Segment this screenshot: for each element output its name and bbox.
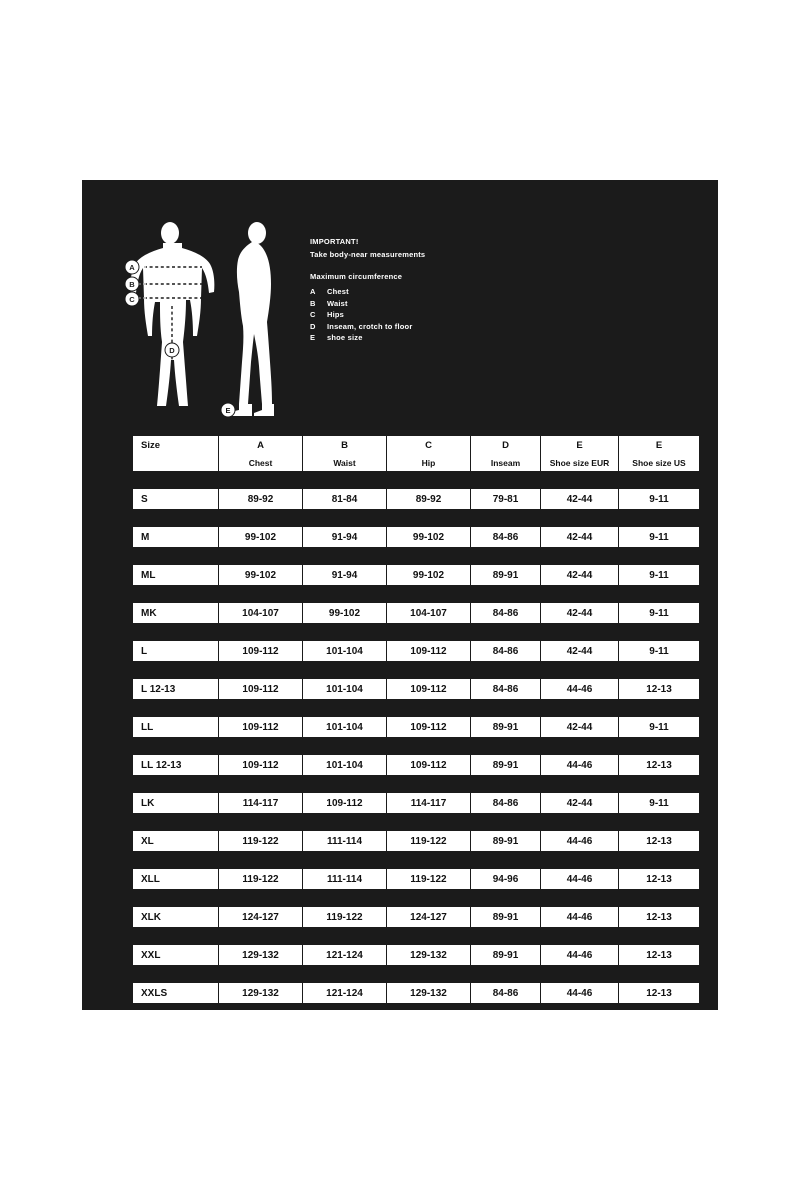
shoe-size-eur-value: 44-46: [541, 945, 619, 965]
table-row-spacer: [133, 661, 700, 679]
spacer-cell: [471, 851, 541, 869]
spacer-cell: [387, 927, 471, 945]
spacer-cell: [219, 927, 303, 945]
shoe-size-us-value: 9-11: [619, 527, 700, 547]
spacer-cell: [303, 547, 387, 565]
spacer-cell: [303, 471, 387, 489]
legend-key-a: A: [310, 286, 316, 296]
size-cell-value: M: [133, 527, 219, 547]
shoe-size-us-value: 12-13: [619, 869, 700, 889]
spacer-cell: [219, 889, 303, 907]
table-row: [133, 831, 700, 851]
hip-value: 129-132: [387, 983, 471, 1003]
shoe-size-eur-value: 42-44: [541, 565, 619, 585]
svg-text:B: B: [129, 280, 135, 289]
spacer-cell: [619, 813, 700, 831]
spacer-cell: [619, 965, 700, 983]
legend-label-a: Chest: [327, 286, 349, 296]
spacer-cell: [303, 813, 387, 831]
table-header-cell: E: [541, 436, 619, 454]
spacer-cell: [471, 889, 541, 907]
chest-value: 99-102: [219, 527, 303, 547]
spacer-cell: [619, 623, 700, 641]
size-cell-value: XLL: [133, 869, 219, 889]
spacer-cell: [471, 509, 541, 527]
table-row-spacer: [133, 737, 700, 755]
svg-text:A: A: [129, 263, 135, 272]
table-row-spacer: [133, 965, 700, 983]
spacer-cell: [471, 775, 541, 793]
spacer-cell: [133, 471, 219, 489]
table-subheader-cell: Shoe size US: [619, 454, 700, 471]
legend-key-c: C: [310, 310, 316, 320]
table-row: [133, 983, 700, 1003]
legend-item-a: [310, 286, 425, 298]
shoe-size-us-value: 12-13: [619, 679, 700, 699]
shoe-size-us-value: 9-11: [619, 793, 700, 813]
spacer-cell: [133, 585, 219, 603]
legend-label-c: Hips: [327, 310, 345, 320]
size-table-wrapper: [132, 436, 686, 1003]
measurement-legend: [310, 236, 425, 344]
chest-value: 104-107: [219, 603, 303, 623]
spacer-cell: [303, 661, 387, 679]
inseam-value: 84-86: [471, 641, 541, 661]
spacer-cell: [387, 547, 471, 565]
table-header-cell: B: [303, 436, 387, 454]
spacer-cell: [387, 471, 471, 489]
waist-value: 101-104: [303, 755, 387, 775]
table-row: [133, 489, 700, 509]
shoe-size-us-value: 12-13: [619, 907, 700, 927]
size-table: [132, 436, 700, 1003]
spacer-cell: [619, 851, 700, 869]
shoe-size-eur-value: 44-46: [541, 907, 619, 927]
chest-value: 119-122: [219, 869, 303, 889]
table-header-cell: D: [471, 436, 541, 454]
chest-value: 109-112: [219, 755, 303, 775]
shoe-size-us-value: 9-11: [619, 603, 700, 623]
table-row: [133, 717, 700, 737]
waist-value: 121-124: [303, 983, 387, 1003]
table-row-spacer: [133, 547, 700, 565]
spacer-cell: [541, 623, 619, 641]
table-row: [133, 527, 700, 547]
size-chart-panel: [82, 180, 718, 1010]
inseam-value: 89-91: [471, 907, 541, 927]
spacer-cell: [387, 623, 471, 641]
spacer-cell: [619, 737, 700, 755]
waist-value: 99-102: [303, 603, 387, 623]
inseam-value: 89-91: [471, 565, 541, 585]
table-header-cell: E: [619, 436, 700, 454]
waist-value: 111-114: [303, 869, 387, 889]
spacer-cell: [133, 889, 219, 907]
inseam-value: 94-96: [471, 869, 541, 889]
shoe-size-eur-value: 42-44: [541, 717, 619, 737]
spacer-cell: [471, 813, 541, 831]
spacer-cell: [219, 775, 303, 793]
body-diagram-svg: [122, 220, 312, 420]
size-cell-value: LL: [133, 717, 219, 737]
legend-heading: Maximum circumference: [310, 272, 403, 282]
chest-value: 129-132: [219, 945, 303, 965]
shoe-size-eur-value: 44-46: [541, 679, 619, 699]
legend-key-b: B: [310, 298, 316, 308]
spacer-cell: [541, 965, 619, 983]
table-row-spacer: [133, 471, 700, 489]
chest-value: 89-92: [219, 489, 303, 509]
waist-value: 81-84: [303, 489, 387, 509]
size-cell-value: L: [133, 641, 219, 661]
shoe-size-us-value: 9-11: [619, 717, 700, 737]
spacer-cell: [387, 737, 471, 755]
waist-value: 91-94: [303, 527, 387, 547]
waist-value: 111-114: [303, 831, 387, 851]
spacer-cell: [219, 851, 303, 869]
inseam-value: 89-91: [471, 755, 541, 775]
legend-label-e: shoe size: [327, 333, 363, 343]
marker-a: [125, 260, 139, 274]
spacer-cell: [387, 813, 471, 831]
waist-value: 91-94: [303, 565, 387, 585]
spacer-cell: [219, 585, 303, 603]
legend-subtitle: Take body-near measurements: [310, 249, 426, 259]
spacer-cell: [219, 965, 303, 983]
hip-value: 129-132: [387, 945, 471, 965]
spacer-cell: [303, 775, 387, 793]
spacer-cell: [619, 775, 700, 793]
spacer-cell: [541, 889, 619, 907]
spacer-cell: [541, 547, 619, 565]
shoe-size-eur-value: 44-46: [541, 831, 619, 851]
spacer-cell: [471, 661, 541, 679]
spacer-cell: [303, 737, 387, 755]
hip-value: 109-112: [387, 755, 471, 775]
spacer-cell: [133, 661, 219, 679]
shoe-size-eur-value: 42-44: [541, 603, 619, 623]
spacer-cell: [619, 547, 700, 565]
size-cell-value: XXL: [133, 945, 219, 965]
chest-value: 124-127: [219, 907, 303, 927]
table-row: [133, 945, 700, 965]
table-row: [133, 565, 700, 585]
table-header-cell: C: [387, 436, 471, 454]
size-cell-value: L 12-13: [133, 679, 219, 699]
spacer-cell: [219, 661, 303, 679]
table-subheader-cell: [133, 454, 219, 471]
table-row: [133, 679, 700, 699]
figure-and-legend-area: [82, 180, 718, 435]
spacer-cell: [219, 737, 303, 755]
shoe-size-us-value: 12-13: [619, 983, 700, 1003]
legend-key-d: D: [310, 321, 316, 331]
spacer-cell: [619, 585, 700, 603]
spacer-cell: [133, 699, 219, 717]
spacer-cell: [541, 471, 619, 489]
inseam-value: 79-81: [471, 489, 541, 509]
spacer-cell: [471, 585, 541, 603]
spacer-cell: [387, 965, 471, 983]
spacer-cell: [471, 737, 541, 755]
legend-key-e: E: [310, 333, 316, 343]
chest-value: 114-117: [219, 793, 303, 813]
spacer-cell: [303, 965, 387, 983]
hip-value: 124-127: [387, 907, 471, 927]
hip-value: 104-107: [387, 603, 471, 623]
spacer-cell: [541, 585, 619, 603]
hip-value: 114-117: [387, 793, 471, 813]
spacer-cell: [303, 927, 387, 945]
chest-value: 109-112: [219, 717, 303, 737]
hip-value: 119-122: [387, 869, 471, 889]
table-row: [133, 641, 700, 661]
table-header-cell: A: [219, 436, 303, 454]
chest-value: 109-112: [219, 641, 303, 661]
size-cell-value: MK: [133, 603, 219, 623]
chest-value: 99-102: [219, 565, 303, 585]
spacer-cell: [303, 851, 387, 869]
spacer-cell: [303, 585, 387, 603]
table-row: [133, 793, 700, 813]
spacer-cell: [219, 699, 303, 717]
inseam-value: 89-91: [471, 717, 541, 737]
hip-value: 119-122: [387, 831, 471, 851]
spacer-cell: [471, 965, 541, 983]
spacer-cell: [133, 737, 219, 755]
table-header-row-letters: [133, 436, 700, 454]
spacer-cell: [219, 471, 303, 489]
spacer-cell: [541, 509, 619, 527]
size-cell-value: LK: [133, 793, 219, 813]
spacer-cell: [219, 623, 303, 641]
spacer-cell: [387, 661, 471, 679]
spacer-cell: [387, 699, 471, 717]
waist-value: 109-112: [303, 793, 387, 813]
table-row-spacer: [133, 585, 700, 603]
spacer-cell: [541, 661, 619, 679]
spacer-cell: [387, 851, 471, 869]
table-row: [133, 907, 700, 927]
table-row-spacer: [133, 813, 700, 831]
waist-value: 121-124: [303, 945, 387, 965]
legend-item-c: [310, 309, 425, 321]
hip-value: 99-102: [387, 527, 471, 547]
shoe-size-eur-value: 42-44: [541, 489, 619, 509]
shoe-size-eur-value: 44-46: [541, 869, 619, 889]
size-cell-value: XXLS: [133, 983, 219, 1003]
svg-text:C: C: [129, 295, 135, 304]
hip-value: 109-112: [387, 679, 471, 699]
spacer-cell: [303, 699, 387, 717]
table-row: [133, 869, 700, 889]
spacer-cell: [133, 775, 219, 793]
shoe-size-eur-value: 42-44: [541, 793, 619, 813]
spacer-cell: [303, 889, 387, 907]
shoe-size-us-value: 12-13: [619, 831, 700, 851]
size-cell-value: LL 12-13: [133, 755, 219, 775]
spacer-cell: [133, 927, 219, 945]
table-subheader-cell: Hip: [387, 454, 471, 471]
shoe-size-eur-value: 42-44: [541, 641, 619, 661]
marker-d: [165, 343, 179, 357]
spacer-cell: [541, 737, 619, 755]
inseam-value: 84-86: [471, 983, 541, 1003]
chest-value: 129-132: [219, 983, 303, 1003]
spacer-cell: [471, 927, 541, 945]
spacer-cell: [133, 965, 219, 983]
spacer-cell: [619, 699, 700, 717]
hip-value: 109-112: [387, 717, 471, 737]
shoe-size-eur-value: 44-46: [541, 983, 619, 1003]
table-row: [133, 755, 700, 775]
shoe-size-eur-value: 42-44: [541, 527, 619, 547]
spacer-cell: [619, 889, 700, 907]
table-header-row-names: [133, 454, 700, 471]
table-subheader-cell: Shoe size EUR: [541, 454, 619, 471]
spacer-cell: [471, 471, 541, 489]
shoe-size-us-value: 9-11: [619, 489, 700, 509]
shoe-size-us-value: 12-13: [619, 755, 700, 775]
hip-value: 99-102: [387, 565, 471, 585]
size-cell-value: XLK: [133, 907, 219, 927]
hip-value: 89-92: [387, 489, 471, 509]
spacer-cell: [541, 927, 619, 945]
table-row-spacer: [133, 851, 700, 869]
spacer-cell: [619, 927, 700, 945]
legend-item-e: [310, 332, 425, 344]
spacer-cell: [541, 775, 619, 793]
shoe-size-us-value: 9-11: [619, 641, 700, 661]
table-row-spacer: [133, 699, 700, 717]
spacer-cell: [471, 623, 541, 641]
body-measurement-diagram: [122, 220, 312, 420]
spacer-cell: [541, 699, 619, 717]
spacer-cell: [387, 889, 471, 907]
spacer-cell: [387, 509, 471, 527]
legend-title: IMPORTANT!: [310, 237, 359, 246]
spacer-cell: [619, 509, 700, 527]
spacer-cell: [387, 775, 471, 793]
size-cell-value: S: [133, 489, 219, 509]
inseam-value: 84-86: [471, 793, 541, 813]
table-row-spacer: [133, 889, 700, 907]
spacer-cell: [133, 813, 219, 831]
marker-b: [125, 277, 139, 291]
svg-text:E: E: [225, 406, 231, 415]
spacer-cell: [219, 813, 303, 831]
table-row-spacer: [133, 927, 700, 945]
hip-value: 109-112: [387, 641, 471, 661]
spacer-cell: [619, 471, 700, 489]
shoe-size-eur-value: 44-46: [541, 755, 619, 775]
legend-item-b: [310, 298, 425, 310]
spacer-cell: [619, 661, 700, 679]
table-row-spacer: [133, 623, 700, 641]
chest-value: 119-122: [219, 831, 303, 851]
table-subheader-cell: Waist: [303, 454, 387, 471]
spacer-cell: [133, 509, 219, 527]
spacer-cell: [133, 851, 219, 869]
spacer-cell: [471, 547, 541, 565]
marker-c: [125, 292, 139, 306]
inseam-value: 89-91: [471, 831, 541, 851]
table-row-spacer: [133, 775, 700, 793]
spacer-cell: [303, 509, 387, 527]
spacer-cell: [133, 623, 219, 641]
spacer-cell: [387, 585, 471, 603]
waist-value: 101-104: [303, 717, 387, 737]
table-subheader-cell: Inseam: [471, 454, 541, 471]
chest-value: 109-112: [219, 679, 303, 699]
inseam-value: 89-91: [471, 945, 541, 965]
waist-value: 101-104: [303, 641, 387, 661]
spacer-cell: [541, 851, 619, 869]
spacer-cell: [541, 813, 619, 831]
size-cell-value: XL: [133, 831, 219, 851]
inseam-value: 84-86: [471, 603, 541, 623]
shoe-size-us-value: 12-13: [619, 945, 700, 965]
table-subheader-cell: Chest: [219, 454, 303, 471]
svg-text:D: D: [169, 346, 175, 355]
waist-value: 101-104: [303, 679, 387, 699]
spacer-cell: [133, 547, 219, 565]
inseam-value: 84-86: [471, 527, 541, 547]
spacer-cell: [219, 547, 303, 565]
table-header-cell: Size: [133, 436, 219, 454]
shoe-size-us-value: 9-11: [619, 565, 700, 585]
spacer-cell: [219, 509, 303, 527]
spacer-cell: [471, 699, 541, 717]
spacer-cell: [303, 623, 387, 641]
table-row-spacer: [133, 509, 700, 527]
legend-item-d: [310, 321, 425, 333]
legend-label-d: Inseam, crotch to floor: [327, 321, 413, 331]
table-row: [133, 603, 700, 623]
legend-label-b: Waist: [327, 298, 348, 308]
waist-value: 119-122: [303, 907, 387, 927]
inseam-value: 84-86: [471, 679, 541, 699]
marker-e: [221, 403, 235, 417]
size-cell-value: ML: [133, 565, 219, 585]
